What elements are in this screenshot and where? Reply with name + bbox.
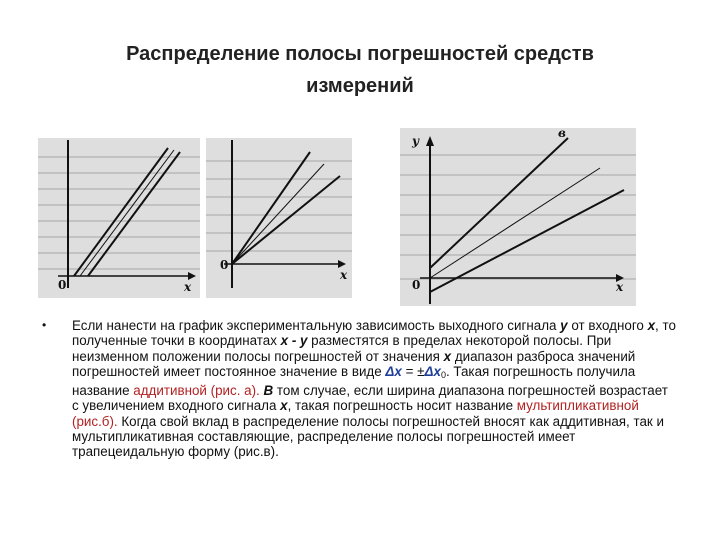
graph-c-panel bbox=[400, 128, 636, 306]
graph-a-lower-line bbox=[88, 152, 180, 276]
graph-c-y-arrow bbox=[426, 136, 434, 146]
formula-delta-x0: Δx bbox=[424, 363, 441, 379]
graph-b-upper-line bbox=[232, 152, 310, 264]
graph-a-upper-line bbox=[74, 148, 168, 276]
graph-a-origin: 0 bbox=[58, 278, 67, 292]
graph-c-plot bbox=[400, 128, 636, 306]
text-part: том случае, если ширина диапазона погрешностей возрастает с увеличением входного сигнала bbox=[72, 383, 668, 414]
graph-b-x-label: x bbox=[340, 268, 348, 282]
graph-b-x-arrow bbox=[338, 260, 346, 268]
graph-c-x-label: x bbox=[616, 280, 624, 294]
var-y: y bbox=[560, 318, 568, 333]
explanation-bullet bbox=[42, 318, 678, 460]
slide-title-line-2: измерений bbox=[306, 75, 414, 97]
var-x: x bbox=[280, 398, 288, 414]
graph-b-origin: 0 bbox=[220, 258, 229, 272]
explanation-text bbox=[72, 318, 678, 460]
text-part: разместятся в пределах некоторой полосы. При неизменном положении полосы погрешностей от значения bbox=[72, 333, 612, 364]
graph-c-upper-line bbox=[430, 138, 568, 268]
term-additive: аддитивной (рис. а). bbox=[133, 383, 260, 399]
graph-b-panel bbox=[206, 138, 352, 298]
graph-c-middle-line bbox=[430, 168, 600, 278]
graph-b-plot bbox=[206, 138, 352, 298]
graph-a-panel bbox=[38, 138, 200, 298]
text-part: Если нанести на график экспериментальную зависимость выходного сигнала bbox=[72, 318, 561, 333]
text-part: В bbox=[263, 383, 274, 399]
bullet-icon: • bbox=[42, 318, 47, 332]
text-part: , то полученные точки в координатах bbox=[72, 318, 676, 349]
formula-plus-minus: = ± bbox=[401, 363, 425, 379]
text-part: , такая погрешность носит название bbox=[287, 398, 517, 414]
var-xy: x - y bbox=[280, 333, 308, 349]
graph-c-y-label: y bbox=[412, 134, 419, 148]
text-part: Когда свой вклад в распределение полосы погрешностей вносят как аддитивная, так и мультипликативная составляющие, распределение полосы погрешностей имеет трапецеидальную форму (рис.в). bbox=[72, 413, 664, 460]
text-part: . Такая погрешность получила название bbox=[72, 363, 636, 399]
formula-delta-x: Δx bbox=[385, 363, 402, 379]
var-x: x bbox=[443, 348, 452, 364]
graph-a-x-label: x bbox=[184, 280, 192, 294]
error-band-figure bbox=[30, 128, 690, 310]
text-part: от входного bbox=[567, 318, 648, 333]
slide-title-line-1: Распределение полосы погрешностей средств bbox=[126, 43, 594, 65]
graph-a-plot bbox=[38, 138, 200, 298]
graph-c-origin: 0 bbox=[412, 278, 421, 292]
text-part: диапазон разброса значений погрешностей имеет постоянное значение в виде bbox=[72, 348, 636, 379]
var-x: x bbox=[647, 318, 656, 333]
graph-c-panel-letter: в bbox=[558, 128, 566, 140]
graph-b-middle-line bbox=[232, 164, 324, 264]
graph-a-x-arrow bbox=[188, 272, 196, 280]
graph-a-middle-line bbox=[80, 150, 174, 276]
graph-b-lower-line bbox=[232, 176, 340, 264]
formula-subscript: 0 bbox=[440, 369, 446, 380]
term-multiplicative: мультипликативной (рис.б). bbox=[72, 398, 639, 429]
slide-title bbox=[60, 38, 660, 102]
